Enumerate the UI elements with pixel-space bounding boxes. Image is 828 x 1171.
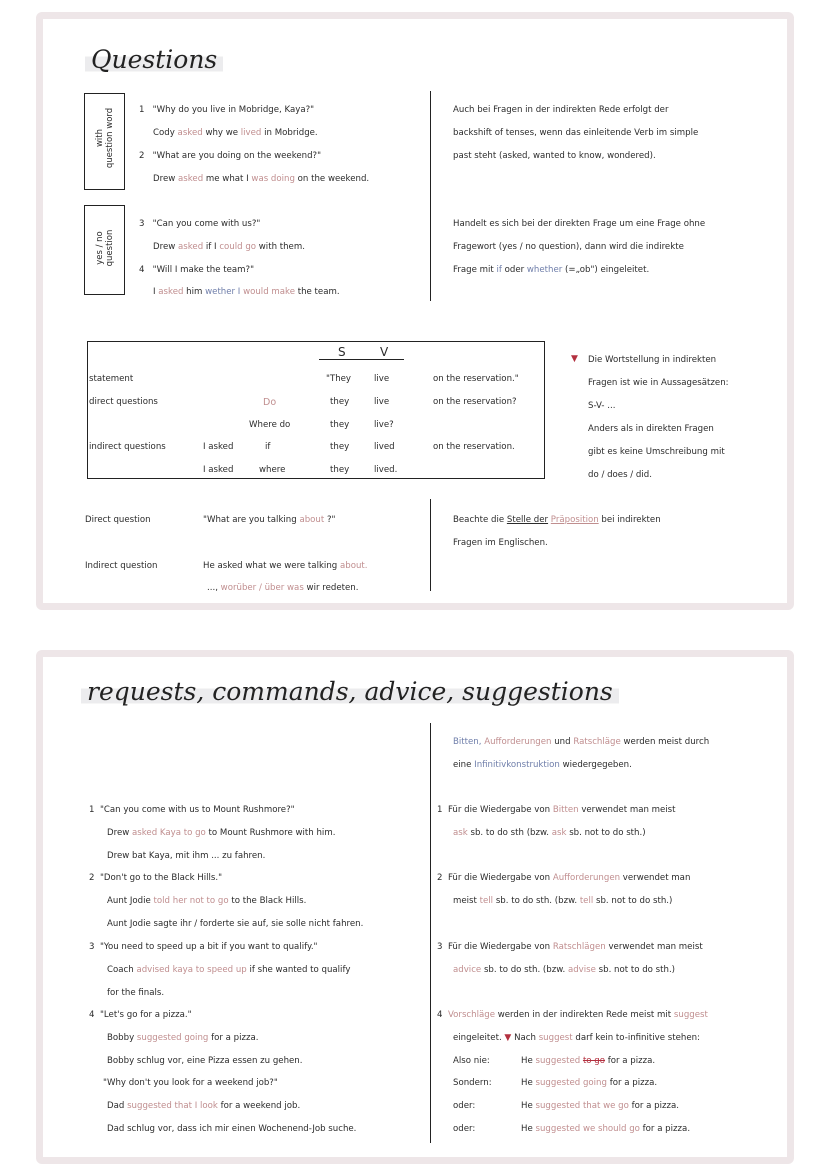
direct-question-example: "What are you talking about ?" <box>203 515 336 525</box>
word-order-note-2: Fragen ist wie in Aussagesätzen: <box>588 378 729 388</box>
requests-intro-line2: eine Infinitivkonstruktion wiedergegeben. <box>453 760 632 770</box>
statement-rest: on the reservation." <box>433 374 519 384</box>
divider-vertical-1 <box>430 91 431 301</box>
divider-vertical-2 <box>430 499 431 591</box>
warning-icon-2: ▼ <box>504 1033 512 1043</box>
preposition-note-line1: Beachte die Stelle der Präposition bei indirekten <box>453 515 661 525</box>
indirect-intro: I asked <box>203 442 234 452</box>
rule-1-line1: 1 Für die Wiedergabe von Bitten verwendet man meist <box>437 805 676 815</box>
rule-2-line1: 2 Für die Wiedergabe von Aufforderungen verwendet man <box>437 873 691 883</box>
note-backshift-line2: backshift of tenses, wenn das einleitende Verb im simple <box>453 128 699 138</box>
request-example-3-continued: for the finals. <box>107 988 165 998</box>
suggest-row-2-label: Sondern: <box>453 1078 492 1088</box>
yn-example-3-reported: Drew asked if I could go with them. <box>153 242 305 252</box>
warning-icon: ▼ <box>571 354 578 364</box>
indirect-verb-2: lived. <box>374 465 398 475</box>
indirect-question-label: Indirect question <box>85 561 158 571</box>
word-order-note-1: Die Wortstellung in indirekten <box>588 355 717 365</box>
request-example-3-direct: 3 "You need to speed up a bit if you want to qualify." <box>89 942 318 952</box>
statement-verb: live <box>374 374 390 384</box>
request-example-4b-german: Dad schlug vor, dass ich mir einen Wochenend-Job suche. <box>107 1124 357 1134</box>
request-example-1-direct: 1 "Can you come with us to Mount Rushmore?" <box>89 805 295 815</box>
rule-3-line2: advice sb. to do sth. (bzw. advise sb. not to do sth.) <box>453 965 676 975</box>
suggest-row-1-label: Also nie: <box>453 1056 490 1066</box>
suggest-row-3: He suggested that we go for a pizza. <box>521 1101 680 1111</box>
questions-card <box>36 12 794 610</box>
word-order-table <box>87 341 545 479</box>
wh-example-2-reported: Drew asked me what I was doing on the weekend. <box>153 174 370 184</box>
label-yes-no-question: yes / no question <box>95 229 115 267</box>
table-header-s: S <box>338 345 346 359</box>
request-example-4b-reported: Dad suggested that I look for a weekend job. <box>107 1101 301 1111</box>
direct-rest: on the reservation? <box>433 397 517 407</box>
indirect-question-example: He asked what we were talking about. <box>203 561 368 571</box>
request-example-4-direct: 4 "Let's go for a pizza." <box>89 1010 192 1020</box>
suggest-row-1: He suggested to go for a pizza. <box>521 1056 656 1066</box>
requests-intro-line1: Bitten, Aufforderungen und Ratschläge werden meist durch <box>453 737 710 747</box>
direct-verb-2: live? <box>374 420 394 430</box>
row-label-indirect-questions: indirect questions <box>89 442 166 452</box>
direct-aux: Do <box>263 397 277 408</box>
suggest-row-3-label: oder: <box>453 1101 476 1111</box>
requests-card <box>36 650 794 1164</box>
table-header-v: V <box>380 345 389 359</box>
word-order-note-6: do / does / did. <box>588 470 652 480</box>
requests-title: requests, commands, advice, suggestions <box>81 677 619 706</box>
yn-example-4-direct: 4 "Will I make the team?" <box>139 265 255 275</box>
request-example-4b-direct: "Why don't you look for a weekend job?" <box>103 1078 278 1088</box>
note-backshift-line3: past steht (asked, wanted to know, wondered). <box>453 151 656 161</box>
yn-example-3-direct: 3 "Can you come with us?" <box>139 219 261 229</box>
suggest-row-4-label: oder: <box>453 1124 476 1134</box>
rule-3-line1: 3 Für die Wiedergabe von Ratschlägen verwendet man meist <box>437 942 703 952</box>
rule-4-line1: 4 Vorschläge werden in der indirekten Rede meist mit suggest <box>437 1010 708 1020</box>
rule-2-line2: meist tell sb. to do sth. (bzw. tell sb. not to do sth.) <box>453 896 673 906</box>
indirect-subject: they <box>330 442 350 452</box>
request-example-1-reported: Drew asked Kaya to go to Mount Rushmore with him. <box>107 828 336 838</box>
preposition-note-line2: Fragen im Englischen. <box>453 538 548 548</box>
rule-4-line2: eingeleitet. ▼ Nach suggest darf kein to-infinitive stehen: <box>453 1033 700 1043</box>
note-backshift-line1: Auch bei Fragen in der indirekten Rede erfolgt der <box>453 105 669 115</box>
word-order-note-4: Anders als in direkten Fragen <box>588 424 714 434</box>
direct-subject: they <box>330 397 350 407</box>
label-with-question-word: with question word <box>95 107 115 169</box>
direct-question-label: Direct question <box>85 515 151 525</box>
rule-1-line2: ask sb. to do sth (bzw. ask sb. not to do sth.) <box>453 828 646 838</box>
note-yesno-line2: Fragewort (yes / no question), dann wird die indirekte <box>453 242 684 252</box>
divider-vertical-3 <box>430 723 431 1143</box>
wh-example-1-direct: 1 "Why do you live in Mobridge, Kaya?" <box>139 105 315 115</box>
direct-question-word: Where do <box>249 420 291 430</box>
indirect-conj: if <box>265 442 271 452</box>
request-example-3-reported: Coach advised kaya to speed up if she wanted to qualify <box>107 965 351 975</box>
indirect-conj-2: where <box>259 465 286 475</box>
request-example-4-german: Bobby schlug vor, eine Pizza essen zu gehen. <box>107 1056 303 1066</box>
statement-subject: "They <box>326 374 352 384</box>
word-order-note-3: S-V- ... <box>588 401 616 411</box>
row-label-statement: statement <box>89 374 134 384</box>
request-example-1-german: Drew bat Kaya, mit ihm ... zu fahren. <box>107 851 266 861</box>
direct-verb: live <box>374 397 390 407</box>
indirect-subject-2: they <box>330 465 350 475</box>
indirect-question-german: ..., worüber / über was wir redeten. <box>207 583 359 593</box>
request-example-2-direct: 2 "Don't go to the Black Hills." <box>89 873 223 883</box>
suggest-row-2: He suggested going for a pizza. <box>521 1078 658 1088</box>
word-order-note-5: gibt es keine Umschreibung mit <box>588 447 725 457</box>
table-header-rule <box>319 359 404 360</box>
indirect-verb: lived <box>374 442 395 452</box>
yn-example-4-reported: I asked him wether I would make the team. <box>153 287 340 297</box>
request-example-2-reported: Aunt Jodie told her not to go to the Black Hills. <box>107 896 307 906</box>
note-yesno-line3: Frage mit if oder whether (=„ob") eingeleitet. <box>453 265 650 275</box>
indirect-intro-2: I asked <box>203 465 234 475</box>
row-label-direct-questions: direct questions <box>89 397 158 407</box>
direct-subject-2: they <box>330 420 350 430</box>
wh-example-2-direct: 2 "What are you doing on the weekend?" <box>139 151 322 161</box>
wh-example-1-reported: Cody asked why we lived in Mobridge. <box>153 128 318 138</box>
indirect-rest: on the reservation. <box>433 442 515 452</box>
suggest-row-4: He suggested we should go for a pizza. <box>521 1124 691 1134</box>
request-example-4-reported: Bobby suggested going for a pizza. <box>107 1033 259 1043</box>
note-yesno-line1: Handelt es sich bei der direkten Frage um eine Frage ohne <box>453 219 706 229</box>
questions-title: Questions <box>85 45 223 74</box>
request-example-2-german: Aunt Jodie sagte ihr / forderte sie auf, sie solle nicht fahren. <box>107 919 364 929</box>
